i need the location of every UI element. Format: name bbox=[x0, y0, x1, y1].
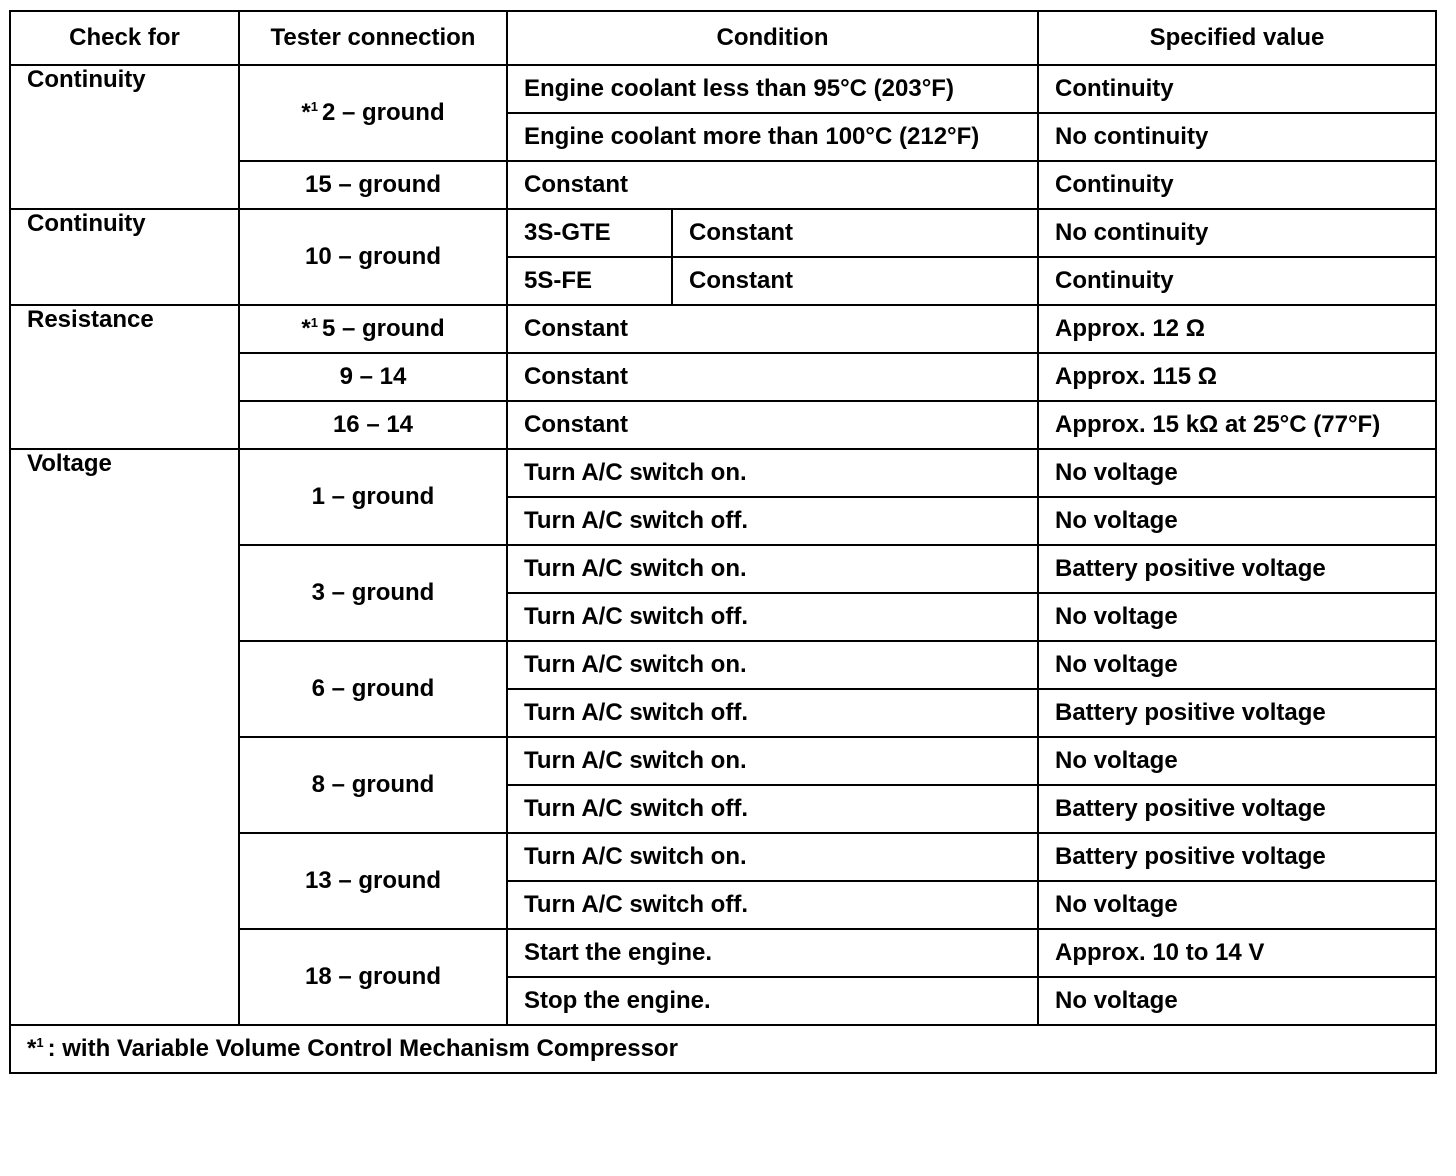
condition-cell: Turn A/C switch off. bbox=[507, 881, 1038, 929]
specified-value-cell: Approx. 10 to 14 V bbox=[1038, 929, 1436, 977]
condition-cell: Turn A/C switch off. bbox=[507, 497, 1038, 545]
specified-value-cell: No voltage bbox=[1038, 593, 1436, 641]
specified-value-cell: Battery positive voltage bbox=[1038, 785, 1436, 833]
specified-value-cell: No voltage bbox=[1038, 497, 1436, 545]
specified-value-cell: Approx. 15 kΩ at 25°C (77°F) bbox=[1038, 401, 1436, 449]
specified-value-cell: Continuity bbox=[1038, 257, 1436, 305]
tester-connection-cell: 18 – ground bbox=[239, 929, 507, 1025]
tester-connection-cell: 9 – 14 bbox=[239, 353, 507, 401]
footnote-row bbox=[10, 1025, 1436, 1073]
footnote bbox=[10, 1025, 1436, 1073]
tester-connection-cell: *$^1$ 5 – ground bbox=[239, 305, 507, 353]
footnote-mark: *$^1$ bbox=[301, 99, 318, 126]
engine-model-cell: 3S-GTE bbox=[507, 209, 672, 257]
specified-value-cell: No continuity bbox=[1038, 209, 1436, 257]
condition-cell: Turn A/C switch off. bbox=[507, 593, 1038, 641]
specified-value-cell: Approx. 115 Ω bbox=[1038, 353, 1436, 401]
footnote-mark: *$^1$ bbox=[27, 1035, 44, 1062]
footnote-mark: *$^1$ bbox=[301, 315, 318, 342]
tester-connection-cell: 8 – ground bbox=[239, 737, 507, 833]
header-tester-connection: Tester connection bbox=[239, 11, 507, 65]
table-row bbox=[10, 305, 1436, 353]
condition-cell: Constant bbox=[672, 209, 1038, 257]
condition-cell: Stop the engine. bbox=[507, 977, 1038, 1025]
condition-cell: Turn A/C switch off. bbox=[507, 785, 1038, 833]
tester-connection-cell: 15 – ground bbox=[239, 161, 507, 209]
tester-connection-cell: 1 – ground bbox=[239, 449, 507, 545]
specification-table bbox=[9, 10, 1437, 1074]
check-for-cell: Continuity bbox=[10, 209, 239, 305]
tester-connection-cell: 3 – ground bbox=[239, 545, 507, 641]
header-condition: Condition bbox=[507, 11, 1038, 65]
condition-cell: Turn A/C switch on. bbox=[507, 449, 1038, 497]
condition-cell: Turn A/C switch on. bbox=[507, 545, 1038, 593]
table-row bbox=[10, 65, 1436, 113]
condition-cell: Constant bbox=[507, 353, 1038, 401]
specified-value-cell: Approx. 12 Ω bbox=[1038, 305, 1436, 353]
condition-cell: Turn A/C switch on. bbox=[507, 833, 1038, 881]
specified-value-cell: Battery positive voltage bbox=[1038, 689, 1436, 737]
condition-cell: Engine coolant more than 100°C (212°F) bbox=[507, 113, 1038, 161]
specified-value-cell: Battery positive voltage bbox=[1038, 833, 1436, 881]
header-check-for: Check for bbox=[10, 11, 239, 65]
specified-value-cell: No continuity bbox=[1038, 113, 1436, 161]
specified-value-cell: No voltage bbox=[1038, 881, 1436, 929]
specified-value-cell: Battery positive voltage bbox=[1038, 545, 1436, 593]
specified-value-cell: Continuity bbox=[1038, 161, 1436, 209]
specified-value-cell: Continuity bbox=[1038, 65, 1436, 113]
table-row bbox=[10, 209, 1436, 257]
condition-cell: Turn A/C switch on. bbox=[507, 737, 1038, 785]
tester-connection-cell: 16 – 14 bbox=[239, 401, 507, 449]
condition-cell: Constant bbox=[507, 161, 1038, 209]
footnote-text: : with Variable Volume Control Mechanism Compressor bbox=[47, 1035, 678, 1062]
check-for-cell: Continuity bbox=[10, 65, 239, 209]
check-for-cell: Resistance bbox=[10, 305, 239, 449]
tester-connection-cell: *$^1$ 2 – ground bbox=[239, 65, 507, 161]
tester-connection-cell: 13 – ground bbox=[239, 833, 507, 929]
engine-model-cell: 5S-FE bbox=[507, 257, 672, 305]
specified-value-cell: No voltage bbox=[1038, 641, 1436, 689]
header-row bbox=[10, 11, 1436, 65]
specified-value-cell: No voltage bbox=[1038, 449, 1436, 497]
tester-connection-cell: 10 – ground bbox=[239, 209, 507, 305]
check-for-cell: Voltage bbox=[10, 449, 239, 1025]
condition-cell: Start the engine. bbox=[507, 929, 1038, 977]
condition-cell: Constant bbox=[507, 401, 1038, 449]
condition-cell: Constant bbox=[672, 257, 1038, 305]
specified-value-cell: No voltage bbox=[1038, 737, 1436, 785]
condition-cell: Constant bbox=[507, 305, 1038, 353]
condition-cell: Engine coolant less than 95°C (203°F) bbox=[507, 65, 1038, 113]
condition-cell: Turn A/C switch off. bbox=[507, 689, 1038, 737]
tester-connection-cell: 6 – ground bbox=[239, 641, 507, 737]
table-row bbox=[10, 449, 1436, 497]
specified-value-cell: No voltage bbox=[1038, 977, 1436, 1025]
condition-cell: Turn A/C switch on. bbox=[507, 641, 1038, 689]
header-specified-value: Specified value bbox=[1038, 11, 1436, 65]
